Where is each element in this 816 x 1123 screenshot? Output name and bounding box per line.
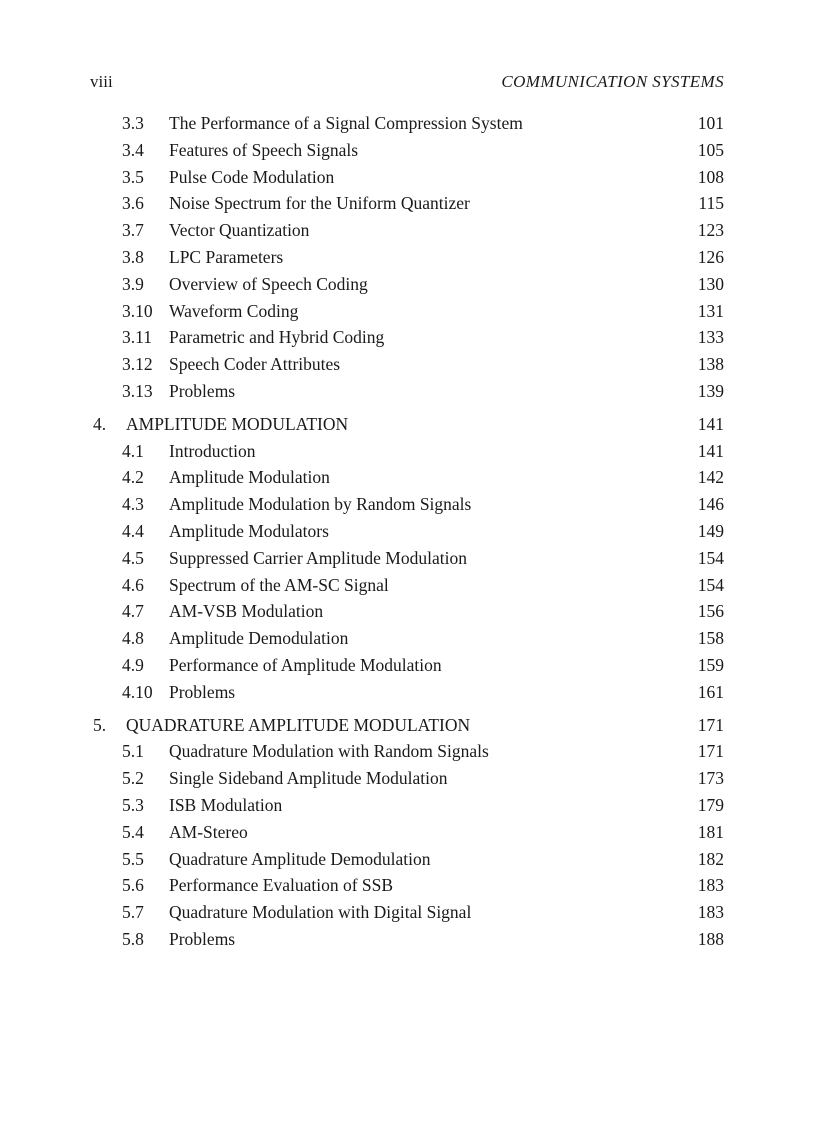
toc-section-row <box>90 464 724 491</box>
toc-section-row <box>90 271 724 298</box>
toc-entry-page: 130 <box>697 273 724 294</box>
toc-entry-page: 131 <box>697 300 724 321</box>
toc-entry-number: 3.13 <box>122 380 153 401</box>
toc-entry-number: 3.6 <box>122 193 144 214</box>
toc-entry-page: 154 <box>697 574 724 595</box>
toc-section-row <box>90 872 724 899</box>
toc-entry-number: 5.5 <box>122 848 144 869</box>
toc-entry-page: 159 <box>697 654 724 675</box>
toc-entry-title: AMPLITUDE MODULATION <box>126 413 349 434</box>
toc-entry-page: 154 <box>697 547 724 568</box>
toc-entry-page: 101 <box>697 113 724 133</box>
toc-entry-number: 5.8 <box>122 928 144 949</box>
toc-entry-page: 188 <box>697 928 724 949</box>
toc-entry-number: 3.9 <box>122 273 144 294</box>
toc-entry-page: 139 <box>697 380 724 401</box>
page-number: viii <box>90 72 113 91</box>
toc-entry-page: 141 <box>697 413 724 434</box>
toc-entry-title: Parametric and Hybrid Coding <box>169 327 385 348</box>
toc-entry-title: Amplitude Modulators <box>169 520 329 541</box>
toc-entry-page: 171 <box>697 714 724 735</box>
toc-entry-number: 3.5 <box>122 166 144 187</box>
toc-entry-page: 142 <box>697 467 724 488</box>
toc-entry-number: 4.8 <box>122 628 144 649</box>
toc-entry-page: 179 <box>697 794 724 815</box>
toc-section-row <box>90 765 724 792</box>
toc-chapter-row <box>90 712 724 739</box>
toc-entry-page: 126 <box>697 246 724 267</box>
toc-entry-number: 5.2 <box>122 768 144 789</box>
toc-entry-title: Single Sideband Amplitude Modulation <box>169 768 448 789</box>
toc-section-row <box>90 217 724 244</box>
toc-entry-number: 3.12 <box>122 354 153 375</box>
toc-entry-title: QUADRATURE AMPLITUDE MODULATION <box>126 714 471 735</box>
toc-entry-title: Features of Speech Signals <box>169 139 359 160</box>
toc-entry-page: 182 <box>697 848 724 869</box>
toc-entry-title: Introduction <box>169 440 256 461</box>
toc-entry-title: ISB Modulation <box>169 794 283 815</box>
toc-entry-number: 5.6 <box>122 875 144 896</box>
toc-section-row <box>90 598 724 625</box>
toc-entry-number: 5.1 <box>122 741 144 762</box>
toc-entry-number: 3.3 <box>122 113 144 133</box>
toc-entry-page: 108 <box>697 166 724 187</box>
toc-entry-number: 4. <box>93 413 107 434</box>
toc-entry-title: Waveform Coding <box>169 300 299 321</box>
toc-entry-title: Pulse Code Modulation <box>169 166 335 187</box>
toc-entry-page: 115 <box>698 193 724 214</box>
toc-entry-number: 4.10 <box>122 681 153 702</box>
toc-entry-page: 183 <box>697 875 724 896</box>
toc-entry-number: 3.11 <box>122 327 152 348</box>
toc-chapter-row <box>90 411 724 438</box>
toc-entry-title: Quadrature Amplitude Demodulation <box>169 848 431 869</box>
toc-section-row <box>90 738 724 765</box>
toc-entry-page: 173 <box>697 768 724 789</box>
table-of-contents <box>90 110 724 953</box>
toc-section-row <box>90 926 724 953</box>
toc-entry-title: Noise Spectrum for the Uniform Quantizer <box>169 193 470 214</box>
toc-section-row <box>90 491 724 518</box>
toc-entry-page: 105 <box>697 139 724 160</box>
toc-entry-number: 3.10 <box>122 300 153 321</box>
toc-section-row <box>90 518 724 545</box>
toc-entry-title: Spectrum of the AM-SC Signal <box>169 574 389 595</box>
running-header <box>90 72 724 96</box>
toc-section-row <box>90 846 724 873</box>
toc-entry-title: Suppressed Carrier Amplitude Modulation <box>169 547 467 568</box>
toc-section-row <box>90 378 724 405</box>
toc-entry-number: 5.3 <box>122 794 144 815</box>
toc-entry-number: 5. <box>93 714 107 735</box>
toc-section-row <box>90 652 724 679</box>
toc-section-row <box>90 351 724 378</box>
toc-entry-page: 161 <box>697 681 724 702</box>
toc-entry-number: 3.7 <box>122 220 144 241</box>
toc-entry-title: Performance of Amplitude Modulation <box>169 654 442 675</box>
toc-section-row <box>90 137 724 164</box>
toc-section-row <box>90 438 724 465</box>
toc-entry-number: 3.8 <box>122 246 144 267</box>
toc-entry-title: Problems <box>169 928 236 949</box>
toc-section-row <box>90 298 724 325</box>
toc-entry-title: Amplitude Demodulation <box>169 628 349 649</box>
toc-section-row <box>90 164 724 191</box>
toc-entry-number: 4.7 <box>122 601 144 622</box>
toc-entry-title: Overview of Speech Coding <box>169 273 368 294</box>
toc-entry-number: 4.3 <box>122 494 144 515</box>
toc-entry-number: 4.4 <box>122 520 144 541</box>
toc-entry-number: 3.4 <box>122 139 144 160</box>
toc-entry-title: Amplitude Modulation <box>169 467 330 488</box>
toc-entry-page: 171 <box>697 741 724 762</box>
toc-entry-page: 158 <box>697 628 724 649</box>
toc-section-row <box>90 792 724 819</box>
toc-section-row <box>90 625 724 652</box>
toc-entry-title: Performance Evaluation of SSB <box>169 875 394 896</box>
toc-entry-number: 4.9 <box>122 654 144 675</box>
toc-section-row <box>90 324 724 351</box>
toc-section-row <box>90 545 724 572</box>
toc-entry-title: AM-Stereo <box>169 821 248 842</box>
toc-entry-title: The Performance of a Signal Compression System <box>169 113 523 133</box>
toc-section-row <box>90 190 724 217</box>
toc-entry-page: 133 <box>697 327 724 348</box>
toc-section-row <box>90 819 724 846</box>
toc-section-row <box>90 899 724 926</box>
toc-entry-page: 149 <box>697 520 724 541</box>
toc-entry-number: 4.5 <box>122 547 144 568</box>
toc-entry-number: 5.4 <box>122 821 144 842</box>
toc-entry-page: 183 <box>697 902 724 923</box>
toc-section-row <box>90 244 724 271</box>
toc-entry-page: 123 <box>697 220 724 241</box>
toc-entry-number: 4.2 <box>122 467 144 488</box>
running-title: COMMUNICATION SYSTEMS <box>501 72 724 91</box>
toc-entry-page: 156 <box>697 601 724 622</box>
toc-entry-title: Quadrature Modulation with Random Signals <box>169 741 489 762</box>
toc-entry-title: LPC Parameters <box>169 246 284 267</box>
toc-entry-page: 146 <box>697 494 724 515</box>
toc-entry-title: Vector Quantization <box>169 220 310 241</box>
toc-entry-title: Speech Coder Attributes <box>169 354 341 375</box>
toc-section-row <box>90 679 724 706</box>
toc-entry-number: 4.6 <box>122 574 144 595</box>
toc-section-row <box>90 110 724 137</box>
toc-entry-page: 141 <box>697 440 724 461</box>
toc-entry-page: 138 <box>697 354 724 375</box>
toc-entry-page: 181 <box>697 821 724 842</box>
toc-entry-title: Quadrature Modulation with Digital Signal <box>169 902 472 923</box>
toc-entry-title: Amplitude Modulation by Random Signals <box>169 494 472 515</box>
toc-entry-title: Problems <box>169 380 236 401</box>
toc-entry-title: AM-VSB Modulation <box>169 601 324 622</box>
toc-section-row <box>90 572 724 599</box>
toc-entry-number: 5.7 <box>122 902 144 923</box>
toc-entry-title: Problems <box>169 681 236 702</box>
toc-entry-number: 4.1 <box>122 440 144 461</box>
